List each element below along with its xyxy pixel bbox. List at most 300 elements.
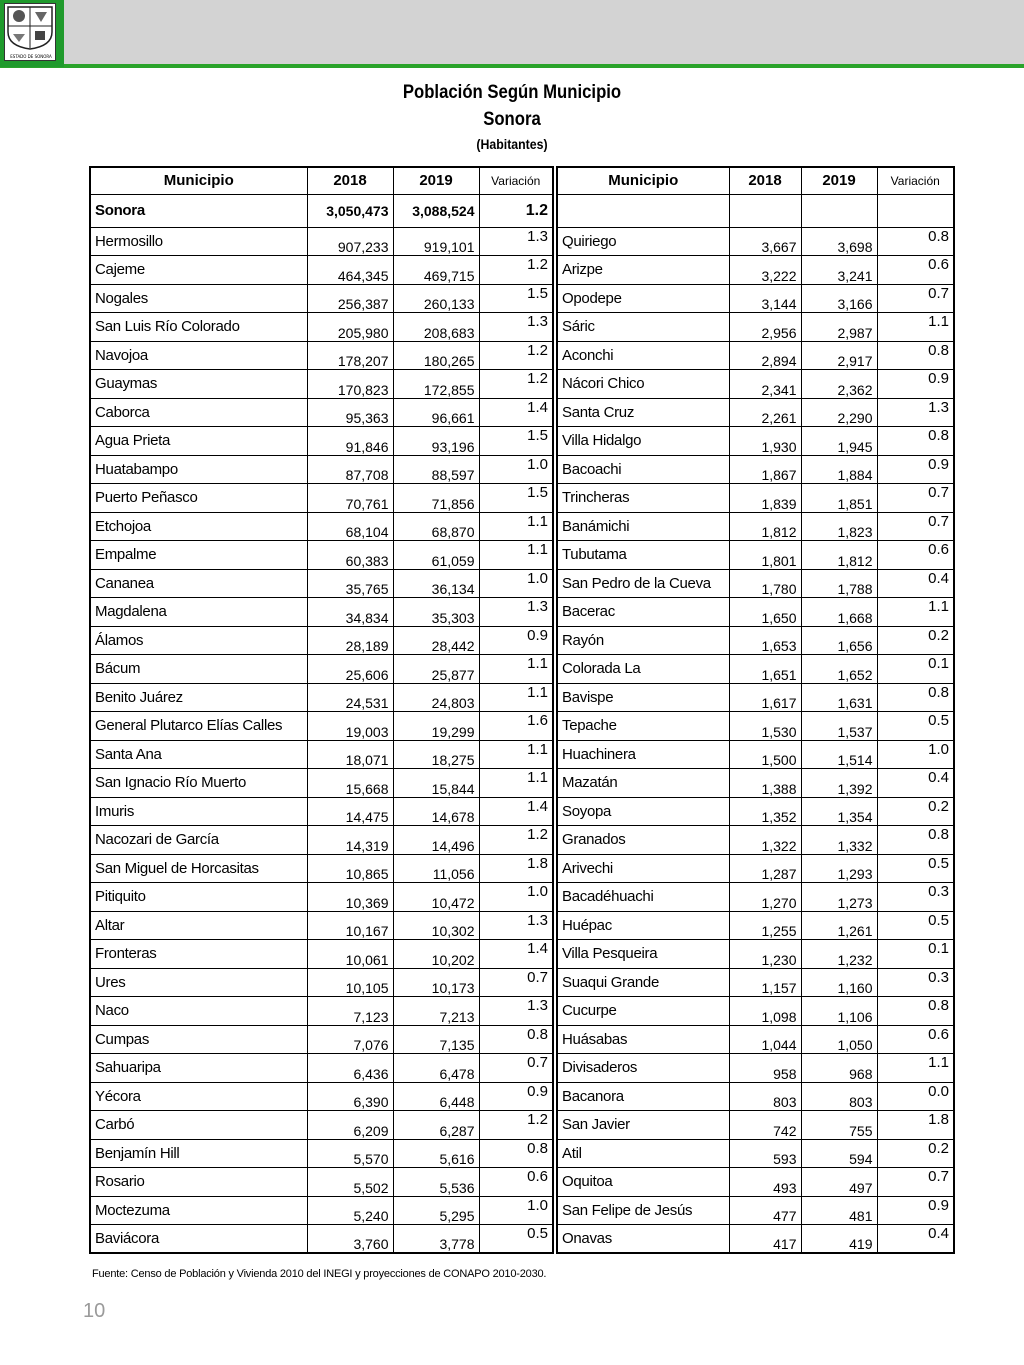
municipio-cell: Huachinera: [557, 740, 729, 769]
municipio-cell: Bácum: [90, 655, 307, 684]
variacion-cell: 1.3: [479, 598, 553, 627]
value-2019-cell: 1,884: [801, 455, 877, 484]
municipio-cell: Quiriego: [557, 227, 729, 256]
value-2018-cell: 19,003: [307, 712, 393, 741]
variacion-cell: 0.8: [877, 997, 954, 1026]
units-label: (Habitantes): [476, 136, 548, 152]
municipio-cell: Álamos: [90, 626, 307, 655]
table-row: [90, 284, 553, 313]
table-row: [557, 569, 954, 598]
empty-cell: [877, 194, 954, 227]
table-row: [90, 370, 553, 399]
table-row: [90, 712, 553, 741]
table-row: [557, 911, 954, 940]
table-row: [90, 1082, 553, 1111]
variacion-cell: 1.1: [479, 541, 553, 570]
municipio-cell: Altar: [90, 911, 307, 940]
state-2019: 3,088,524: [393, 194, 479, 227]
municipio-cell: Atil: [557, 1139, 729, 1168]
coat-of-arms-icon: [4, 3, 56, 61]
value-2018-cell: 1,801: [729, 541, 801, 570]
municipio-cell: Oquitoa: [557, 1168, 729, 1197]
variacion-cell: 0.9: [877, 455, 954, 484]
value-2019-cell: 2,290: [801, 398, 877, 427]
variacion-cell: 1.1: [479, 769, 553, 798]
source-footnote: Fuente: Censo de Población y Vivienda 2010 del INEGI y proyecciones de CONAPO 2010-2030.: [92, 1268, 547, 1280]
value-2019-cell: 10,173: [393, 968, 479, 997]
table-row: [90, 1111, 553, 1140]
value-2019-cell: 2,987: [801, 313, 877, 342]
municipio-cell: Nácori Chico: [557, 370, 729, 399]
value-2018-cell: 3,144: [729, 284, 801, 313]
variacion-cell: 1.5: [479, 427, 553, 456]
municipio-cell: Cajeme: [90, 256, 307, 285]
table-row: [90, 541, 553, 570]
value-2019-cell: 1,273: [801, 883, 877, 912]
table-row: [557, 740, 954, 769]
municipio-cell: Puerto Peñasco: [90, 484, 307, 513]
variacion-cell: 1.1: [479, 512, 553, 541]
value-2019-cell: 93,196: [393, 427, 479, 456]
value-2019-cell: 172,855: [393, 370, 479, 399]
municipio-cell: Empalme: [90, 541, 307, 570]
value-2018-cell: 91,846: [307, 427, 393, 456]
value-2019-cell: 35,303: [393, 598, 479, 627]
table-row: [90, 427, 553, 456]
table-row: [90, 455, 553, 484]
table-row: [90, 997, 553, 1026]
value-2018-cell: 3,222: [729, 256, 801, 285]
value-2018-cell: 18,071: [307, 740, 393, 769]
municipio-cell: Villa Hidalgo: [557, 427, 729, 456]
table-row: [557, 826, 954, 855]
value-2018-cell: 803: [729, 1082, 801, 1111]
value-2018-cell: 1,650: [729, 598, 801, 627]
variacion-cell: 0.9: [479, 626, 553, 655]
value-2018-cell: 1,287: [729, 854, 801, 883]
municipio-cell: Agua Prieta: [90, 427, 307, 456]
table-row: [557, 797, 954, 826]
municipio-cell: Caborca: [90, 398, 307, 427]
value-2018-cell: 1,617: [729, 683, 801, 712]
variacion-cell: 0.7: [877, 1168, 954, 1197]
value-2019-cell: 6,448: [393, 1082, 479, 1111]
table-row: [557, 626, 954, 655]
table-row: [557, 427, 954, 456]
table-row: [557, 284, 954, 313]
variacion-cell: 0.8: [877, 227, 954, 256]
variacion-cell: 1.4: [479, 940, 553, 969]
value-2019-cell: 180,265: [393, 341, 479, 370]
table-row: [90, 341, 553, 370]
value-2018-cell: 70,761: [307, 484, 393, 513]
municipio-cell: Imuris: [90, 797, 307, 826]
table-row: [90, 569, 553, 598]
value-2019-cell: 6,478: [393, 1054, 479, 1083]
left-table-body: [90, 194, 553, 1253]
municipio-cell: Sahuaripa: [90, 1054, 307, 1083]
variacion-cell: 0.5: [877, 712, 954, 741]
value-2019-cell: 10,202: [393, 940, 479, 969]
variacion-cell: 1.2: [479, 256, 553, 285]
variacion-cell: 1.3: [479, 313, 553, 342]
value-2018-cell: 95,363: [307, 398, 393, 427]
variacion-cell: 0.6: [877, 541, 954, 570]
municipio-cell: Navojoa: [90, 341, 307, 370]
variacion-cell: 0.0: [877, 1082, 954, 1111]
variacion-cell: 0.9: [877, 1196, 954, 1225]
variacion-cell: 1.5: [479, 484, 553, 513]
municipio-cell: Fronteras: [90, 940, 307, 969]
value-2018-cell: 1,044: [729, 1025, 801, 1054]
municipio-cell: Bacoachi: [557, 455, 729, 484]
value-2018-cell: 1,255: [729, 911, 801, 940]
state-2018: 3,050,473: [307, 194, 393, 227]
municipio-cell: Bacanora: [557, 1082, 729, 1111]
municipio-cell: Bacadéhuachi: [557, 883, 729, 912]
value-2019-cell: 7,213: [393, 997, 479, 1026]
table-row: [557, 598, 954, 627]
table-row: [90, 1139, 553, 1168]
municipio-cell: Aconchi: [557, 341, 729, 370]
value-2019-cell: 24,803: [393, 683, 479, 712]
value-2018-cell: 256,387: [307, 284, 393, 313]
table-row: [557, 341, 954, 370]
page-number: 10: [83, 1300, 106, 1322]
value-2019-cell: 28,442: [393, 626, 479, 655]
variacion-cell: 0.5: [877, 854, 954, 883]
variacion-cell: 0.4: [877, 769, 954, 798]
municipio-cell: Huásabas: [557, 1025, 729, 1054]
municipio-cell: Magdalena: [90, 598, 307, 627]
table-row: [90, 683, 553, 712]
value-2019-cell: 5,295: [393, 1196, 479, 1225]
value-2019-cell: 5,536: [393, 1168, 479, 1197]
table-row: [90, 598, 553, 627]
table-row: [557, 1082, 954, 1111]
value-2018-cell: 1,352: [729, 797, 801, 826]
value-2018-cell: 742: [729, 1111, 801, 1140]
value-2018-cell: 2,341: [729, 370, 801, 399]
value-2019-cell: 96,661: [393, 398, 479, 427]
table-row: [557, 313, 954, 342]
value-2019-cell: 968: [801, 1054, 877, 1083]
value-2018-cell: 1,388: [729, 769, 801, 798]
table-row: [557, 1225, 954, 1254]
variacion-cell: 1.0: [877, 740, 954, 769]
empty-cell: [729, 194, 801, 227]
value-2018-cell: 593: [729, 1139, 801, 1168]
value-2019-cell: 1,788: [801, 569, 877, 598]
value-2019-cell: 1,851: [801, 484, 877, 513]
value-2019-cell: 1,160: [801, 968, 877, 997]
municipio-cell: Divisaderos: [557, 1054, 729, 1083]
variacion-cell: 0.7: [877, 512, 954, 541]
value-2018-cell: 10,369: [307, 883, 393, 912]
table-row: [90, 626, 553, 655]
variacion-cell: 0.8: [479, 1139, 553, 1168]
value-2018-cell: 2,956: [729, 313, 801, 342]
value-2018-cell: 10,061: [307, 940, 393, 969]
variacion-cell: 0.2: [877, 626, 954, 655]
value-2019-cell: 260,133: [393, 284, 479, 313]
value-2019-cell: 594: [801, 1139, 877, 1168]
value-2018-cell: 1,812: [729, 512, 801, 541]
variacion-cell: 1.6: [479, 712, 553, 741]
municipio-cell: General Plutarco Elías Calles: [90, 712, 307, 741]
variacion-cell: 1.3: [479, 227, 553, 256]
municipio-cell: Carbó: [90, 1111, 307, 1140]
table-row: [557, 541, 954, 570]
population-table-left: [89, 166, 554, 1254]
variacion-cell: 0.7: [877, 484, 954, 513]
municipio-cell: Banámichi: [557, 512, 729, 541]
state-logo: [0, 0, 64, 67]
variacion-cell: 0.8: [877, 683, 954, 712]
value-2019-cell: 208,683: [393, 313, 479, 342]
page-title: Población Según Municipio: [402, 82, 622, 103]
variacion-cell: 1.2: [479, 1111, 553, 1140]
value-2019-cell: 481: [801, 1196, 877, 1225]
table-row: [557, 1168, 954, 1197]
value-2018-cell: 25,606: [307, 655, 393, 684]
municipio-cell: Rosario: [90, 1168, 307, 1197]
variacion-cell: 0.4: [877, 1225, 954, 1254]
variacion-cell: 0.6: [877, 256, 954, 285]
table-row: [90, 313, 553, 342]
municipio-cell: Naco: [90, 997, 307, 1026]
value-2019-cell: 755: [801, 1111, 877, 1140]
value-2018-cell: 5,240: [307, 1196, 393, 1225]
value-2018-cell: 1,322: [729, 826, 801, 855]
header-variacion: Variación: [479, 167, 553, 194]
variacion-cell: 0.3: [877, 968, 954, 997]
municipio-cell: Benjamín Hill: [90, 1139, 307, 1168]
table-row: [557, 227, 954, 256]
value-2018-cell: 5,570: [307, 1139, 393, 1168]
right-table-body: [557, 194, 954, 1253]
value-2019-cell: 1,232: [801, 940, 877, 969]
value-2018-cell: 1,270: [729, 883, 801, 912]
table-row: [557, 398, 954, 427]
table-row: [557, 512, 954, 541]
value-2018-cell: 60,383: [307, 541, 393, 570]
table-row: [557, 883, 954, 912]
table-row: [557, 997, 954, 1026]
value-2018-cell: 1,500: [729, 740, 801, 769]
value-2018-cell: 493: [729, 1168, 801, 1197]
variacion-cell: 1.4: [479, 398, 553, 427]
value-2019-cell: 1,354: [801, 797, 877, 826]
value-2018-cell: 6,436: [307, 1054, 393, 1083]
value-2018-cell: 907,233: [307, 227, 393, 256]
header-variacion: Variación: [877, 167, 954, 194]
value-2018-cell: 958: [729, 1054, 801, 1083]
header-accent-line: [0, 64, 1024, 68]
variacion-cell: 0.8: [479, 1025, 553, 1054]
value-2018-cell: 1,230: [729, 940, 801, 969]
value-2019-cell: 1,050: [801, 1025, 877, 1054]
value-2019-cell: 919,101: [393, 227, 479, 256]
value-2019-cell: 1,631: [801, 683, 877, 712]
table-row: [90, 1196, 553, 1225]
value-2019-cell: 88,597: [393, 455, 479, 484]
value-2019-cell: 2,362: [801, 370, 877, 399]
table-row: [90, 256, 553, 285]
value-2018-cell: 1,653: [729, 626, 801, 655]
variacion-cell: 1.3: [479, 997, 553, 1026]
header-2019: 2019: [393, 167, 479, 194]
header-2019: 2019: [801, 167, 877, 194]
value-2019-cell: 14,678: [393, 797, 479, 826]
table-row: [90, 826, 553, 855]
value-2019-cell: 469,715: [393, 256, 479, 285]
value-2018-cell: 1,839: [729, 484, 801, 513]
value-2018-cell: 1,651: [729, 655, 801, 684]
variacion-cell: 0.5: [877, 911, 954, 940]
value-2019-cell: 1,823: [801, 512, 877, 541]
variacion-cell: 0.7: [479, 1054, 553, 1083]
empty-row: [557, 194, 954, 227]
population-table-right: [556, 166, 955, 1254]
table-row: [557, 683, 954, 712]
municipio-cell: Colorada La: [557, 655, 729, 684]
value-2018-cell: 24,531: [307, 683, 393, 712]
municipio-cell: Tubutama: [557, 541, 729, 570]
table-row: [557, 712, 954, 741]
variacion-cell: 1.1: [877, 598, 954, 627]
municipio-cell: Guaymas: [90, 370, 307, 399]
value-2019-cell: 61,059: [393, 541, 479, 570]
value-2018-cell: 417: [729, 1225, 801, 1254]
municipio-cell: Baviácora: [90, 1225, 307, 1254]
municipio-cell: Moctezuma: [90, 1196, 307, 1225]
table-row: [557, 940, 954, 969]
header-2018: 2018: [307, 167, 393, 194]
table-row: [557, 655, 954, 684]
table-row: [557, 1111, 954, 1140]
table-row: [90, 911, 553, 940]
variacion-cell: 1.0: [479, 569, 553, 598]
variacion-cell: 1.2: [479, 826, 553, 855]
municipio-cell: Benito Juárez: [90, 683, 307, 712]
table-row: [90, 797, 553, 826]
municipio-cell: San Felipe de Jesús: [557, 1196, 729, 1225]
value-2018-cell: 1,098: [729, 997, 801, 1026]
table-row: [90, 968, 553, 997]
table-row: [557, 968, 954, 997]
value-2018-cell: 3,667: [729, 227, 801, 256]
value-2019-cell: 1,668: [801, 598, 877, 627]
variacion-cell: 0.4: [877, 569, 954, 598]
value-2018-cell: 1,780: [729, 569, 801, 598]
value-2019-cell: 71,856: [393, 484, 479, 513]
value-2019-cell: 1,261: [801, 911, 877, 940]
variacion-cell: 1.3: [479, 911, 553, 940]
value-2019-cell: 1,293: [801, 854, 877, 883]
variacion-cell: 0.8: [877, 341, 954, 370]
municipio-cell: Cucurpe: [557, 997, 729, 1026]
variacion-cell: 1.5: [479, 284, 553, 313]
value-2018-cell: 15,668: [307, 769, 393, 798]
value-2018-cell: 6,390: [307, 1082, 393, 1111]
variacion-cell: 0.3: [877, 883, 954, 912]
value-2018-cell: 1,930: [729, 427, 801, 456]
variacion-cell: 0.9: [479, 1082, 553, 1111]
table-row: [90, 655, 553, 684]
logo-caption: ESTADO DE SONORA: [10, 54, 52, 59]
value-2018-cell: 3,760: [307, 1225, 393, 1254]
municipio-cell: Hermosillo: [90, 227, 307, 256]
municipio-cell: Santa Ana: [90, 740, 307, 769]
variacion-cell: 0.5: [479, 1225, 553, 1254]
municipio-cell: Cananea: [90, 569, 307, 598]
value-2019-cell: 18,275: [393, 740, 479, 769]
municipio-cell: Trincheras: [557, 484, 729, 513]
variacion-cell: 0.7: [479, 968, 553, 997]
value-2019-cell: 1,537: [801, 712, 877, 741]
value-2018-cell: 10,865: [307, 854, 393, 883]
municipio-cell: Cumpas: [90, 1025, 307, 1054]
value-2018-cell: 1,867: [729, 455, 801, 484]
variacion-cell: 1.1: [479, 683, 553, 712]
value-2019-cell: 1,652: [801, 655, 877, 684]
value-2019-cell: 3,698: [801, 227, 877, 256]
value-2019-cell: 3,241: [801, 256, 877, 285]
municipio-cell: Yécora: [90, 1082, 307, 1111]
municipio-cell: Etchojoa: [90, 512, 307, 541]
header-municipio: Municipio: [90, 167, 307, 194]
table-row: [557, 256, 954, 285]
municipio-cell: Tepache: [557, 712, 729, 741]
variacion-cell: 1.0: [479, 1196, 553, 1225]
empty-cell: [801, 194, 877, 227]
state-variacion: 1.2: [479, 194, 553, 227]
municipio-cell: Soyopa: [557, 797, 729, 826]
variacion-cell: 0.2: [877, 797, 954, 826]
variacion-cell: 0.6: [479, 1168, 553, 1197]
municipio-cell: Suaqui Grande: [557, 968, 729, 997]
value-2019-cell: 1,392: [801, 769, 877, 798]
value-2018-cell: 5,502: [307, 1168, 393, 1197]
variacion-cell: 1.1: [877, 313, 954, 342]
municipio-cell: Granados: [557, 826, 729, 855]
value-2019-cell: 68,870: [393, 512, 479, 541]
table-row: [90, 227, 553, 256]
variacion-cell: 1.1: [479, 740, 553, 769]
value-2019-cell: 1,514: [801, 740, 877, 769]
variacion-cell: 0.1: [877, 940, 954, 969]
variacion-cell: 1.0: [479, 883, 553, 912]
value-2018-cell: 2,261: [729, 398, 801, 427]
value-2019-cell: 2,917: [801, 341, 877, 370]
value-2019-cell: 1,106: [801, 997, 877, 1026]
table-row: [90, 1225, 553, 1254]
table-row: [557, 854, 954, 883]
table-row: [90, 398, 553, 427]
variacion-cell: 1.8: [877, 1111, 954, 1140]
municipio-cell: Bacerac: [557, 598, 729, 627]
municipio-cell: Ures: [90, 968, 307, 997]
variacion-cell: 1.2: [479, 341, 553, 370]
municipio-cell: Pitiquito: [90, 883, 307, 912]
value-2018-cell: 10,167: [307, 911, 393, 940]
municipio-cell: Arivechi: [557, 854, 729, 883]
variacion-cell: 1.8: [479, 854, 553, 883]
value-2018-cell: 477: [729, 1196, 801, 1225]
value-2018-cell: 87,708: [307, 455, 393, 484]
value-2019-cell: 10,472: [393, 883, 479, 912]
